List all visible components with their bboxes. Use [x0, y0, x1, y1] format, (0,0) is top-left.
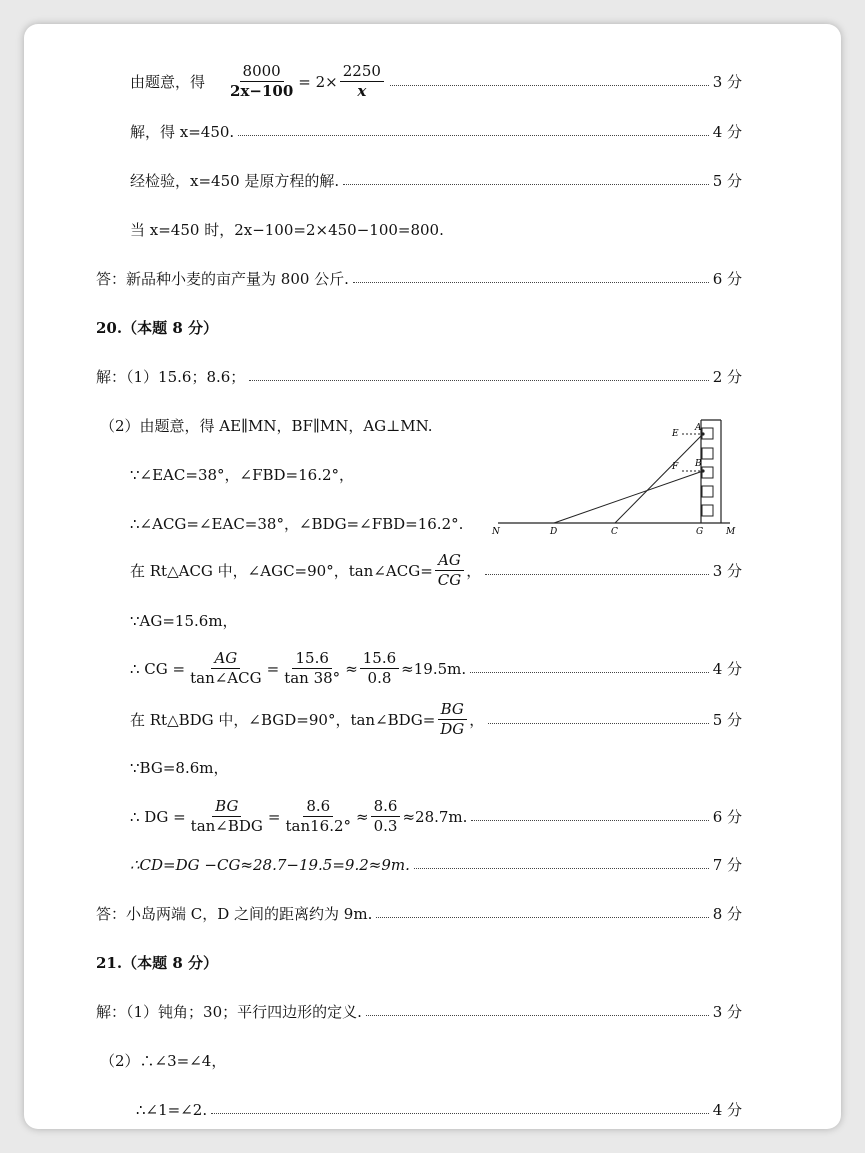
numerator: AG	[435, 552, 464, 571]
score-label: 3 分	[712, 562, 742, 581]
numerator: 2250	[340, 63, 384, 82]
denominator: 2x−100	[230, 82, 294, 101]
answer-sheet	[24, 24, 841, 1129]
bg-value-line	[130, 757, 228, 778]
line-text: 当 x=450 时，2x−100=2×450−100=800.	[130, 221, 444, 239]
calculation-line	[130, 219, 444, 240]
label-f: F	[672, 462, 679, 472]
score-label: 5 分	[712, 711, 742, 730]
dot-leader	[376, 917, 708, 918]
score-label: 4 分	[712, 123, 742, 141]
score-label: 6 分	[712, 270, 742, 288]
line-text: 解：（1）钝角；30；平行四边形的定义.	[96, 1003, 362, 1021]
fraction	[188, 798, 266, 836]
geometry-figure	[490, 414, 740, 536]
heading-text: 20.（本题 8 分）	[96, 319, 218, 337]
label-e: E	[672, 429, 679, 439]
approx-sign: ≈	[345, 659, 358, 678]
score-label: 3 分	[712, 73, 742, 92]
part2-line	[100, 1050, 226, 1071]
dot-leader	[366, 1015, 709, 1016]
score-label: 3 分	[712, 1003, 742, 1021]
line-text: 解：（1）15.6；8.6；	[96, 368, 246, 386]
part1-line	[96, 1001, 742, 1022]
cd-calculation-line	[130, 854, 742, 875]
dot-leader	[488, 723, 708, 724]
approx-sign: ≈	[356, 807, 369, 826]
line-suffix: ≈28.7m.	[402, 807, 468, 826]
denominator: x	[357, 82, 367, 101]
equals-sign: =	[266, 659, 280, 678]
tan-bdg-line	[130, 701, 742, 739]
dot-leader	[390, 85, 709, 86]
line-suffix: ，	[469, 711, 485, 730]
fraction	[282, 798, 354, 836]
tower-window	[702, 486, 713, 497]
fraction	[187, 650, 265, 688]
denominator: tan∠ACG	[190, 669, 262, 688]
denominator: CG	[437, 571, 462, 590]
dot-leader	[249, 380, 708, 381]
label-n: N	[492, 527, 500, 536]
numerator: BG	[438, 701, 467, 720]
line-text: ∵∠EAC=38°，∠FBD=16.2°，	[130, 466, 355, 484]
denominator: tan16.2°	[285, 817, 352, 836]
fraction	[435, 552, 464, 590]
line-prefix: ∴ CG =	[130, 659, 186, 678]
line-ac	[615, 434, 703, 523]
line-prefix: ∴ DG =	[130, 807, 186, 826]
dot-leader	[238, 135, 708, 136]
line-text: ∴CD=DG −CG≈28.7−19.5=9.2≈9m.	[130, 855, 410, 874]
label-m: M	[726, 527, 736, 536]
line-text: 答：新品种小麦的亩产量为 800 公斤.	[96, 270, 349, 288]
score-label: 5 分	[712, 172, 742, 190]
label-b: B	[695, 459, 702, 469]
label-d: D	[550, 527, 558, 536]
verification-line	[130, 170, 742, 191]
denominator: tan∠BDG	[190, 817, 263, 836]
ag-value-line	[130, 610, 238, 631]
score-label: 6 分	[712, 808, 742, 827]
score-label: 7 分	[712, 856, 742, 874]
angle-conclusion-line	[136, 1099, 742, 1120]
tower-window	[702, 448, 713, 459]
question-heading-20	[96, 317, 218, 338]
dot-leader	[343, 184, 708, 185]
dot-leader	[414, 868, 709, 869]
tan-acg-line	[130, 552, 742, 590]
line-text: ∴∠1=∠2.	[136, 1100, 208, 1119]
numerator: 15.6	[292, 650, 331, 669]
dot-leader	[470, 672, 709, 673]
cg-calculation-line	[130, 650, 742, 688]
tower-window	[702, 505, 713, 516]
dot-leader	[353, 282, 709, 283]
numerator: 8.6	[371, 798, 401, 817]
line-text: （2）由题意，得 AE∥MN，BF∥MN，AG⊥MN.	[100, 417, 433, 435]
line-text: 答：小岛两端 C，D 之间的距离约为 9m.	[96, 905, 373, 923]
point-a	[701, 432, 704, 435]
line-text: ∵BG=8.6m，	[130, 759, 229, 777]
line-text: 在 Rt△ACG 中，∠AGC=90°，tan∠ACG=	[130, 562, 433, 581]
angle-equality-line	[130, 513, 463, 534]
denominator: tan 38°	[284, 669, 341, 688]
score-label: 4 分	[712, 660, 742, 679]
numerator: AG	[211, 650, 240, 669]
fraction	[340, 63, 384, 101]
denominator: DG	[440, 720, 465, 739]
line-prefix: 由题意，得	[130, 73, 206, 92]
tower-window	[702, 467, 713, 478]
label-a: A	[695, 423, 702, 433]
score-label: 8 分	[712, 905, 742, 923]
equation-line	[130, 63, 742, 101]
line-suffix: ≈19.5m.	[401, 659, 467, 678]
score-label: 2 分	[712, 368, 742, 386]
line-text: ∴∠ACG=∠EAC=38°，∠BDG=∠FBD=16.2°.	[130, 515, 464, 533]
label-c: C	[611, 527, 618, 536]
label-g: G	[696, 527, 704, 536]
fraction	[437, 701, 467, 739]
fraction	[227, 63, 296, 101]
denominator: 0.8	[367, 669, 392, 688]
line-suffix: ，	[466, 562, 482, 581]
given-angles-line	[130, 464, 354, 485]
equals-sign: = 2×	[298, 72, 338, 91]
numerator: 15.6	[360, 650, 399, 669]
heading-text: 21.（本题 8 分）	[96, 954, 218, 972]
line-bd	[554, 471, 703, 523]
dot-leader	[211, 1113, 709, 1114]
denominator: 0.3	[373, 817, 398, 836]
part1-line	[96, 366, 742, 387]
line-text: （2）∴∠3=∠4，	[100, 1052, 227, 1070]
dot-leader	[485, 574, 708, 575]
score-label: 4 分	[712, 1101, 742, 1119]
fraction	[371, 798, 401, 836]
dg-calculation-line	[130, 798, 742, 836]
fraction	[360, 650, 399, 688]
line-text: 经检验，x=450 是原方程的解.	[130, 172, 340, 190]
answer-line	[96, 903, 742, 924]
question-heading-21	[96, 952, 218, 973]
solution-line	[130, 121, 742, 142]
equals-sign: =	[267, 807, 281, 826]
line-text: 解，得 x=450.	[130, 123, 235, 141]
fraction	[281, 650, 343, 688]
part2-line	[100, 415, 433, 436]
numerator: 8000	[240, 63, 284, 82]
numerator: 8.6	[303, 798, 333, 817]
point-b	[701, 469, 704, 472]
numerator: BG	[212, 798, 241, 817]
dot-leader	[471, 820, 708, 821]
line-text: ∵AG=15.6m，	[130, 612, 238, 630]
line-text: 在 Rt△BDG 中，∠BGD=90°，tan∠BDG=	[130, 711, 436, 730]
answer-line	[96, 268, 742, 289]
